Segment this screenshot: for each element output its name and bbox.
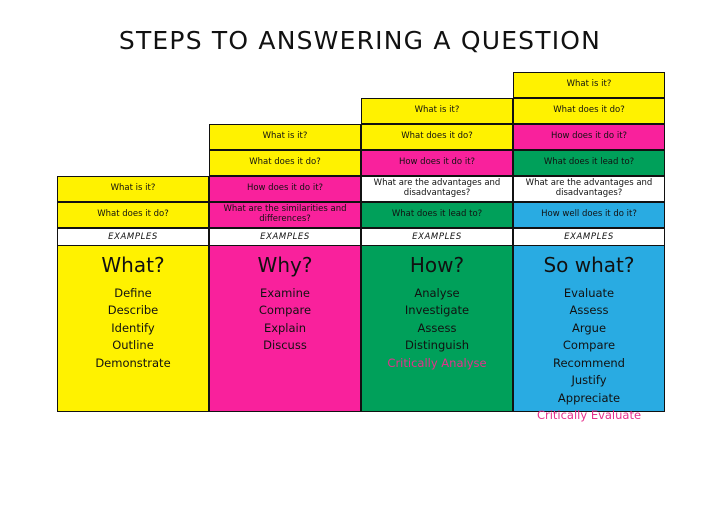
verb-item: Evaluate — [563, 286, 615, 300]
column-why — [209, 124, 361, 412]
step-cell: What does it lead to? — [361, 202, 513, 228]
examples-label: EXAMPLES — [361, 228, 513, 246]
verb-item: Explain — [263, 320, 307, 335]
examples-label: EXAMPLES — [513, 228, 665, 246]
step-cell: How does it do it? — [513, 124, 665, 150]
verb-item: Discuss — [263, 338, 307, 353]
verb-item: Identify — [111, 320, 155, 335]
verb-item: Compare — [562, 338, 616, 353]
column-so-what — [513, 72, 665, 423]
column-heading: What? — [101, 253, 165, 277]
step-cell: What does it do? — [361, 124, 513, 150]
step-cell: How well does it do it? — [513, 202, 665, 228]
verb-item: Examine — [260, 286, 310, 300]
verb-item: Define — [114, 286, 152, 300]
step-cell: What is it? — [513, 72, 665, 98]
verb-item: Demonstrate — [95, 355, 171, 370]
step-cell: What does it lead to? — [513, 150, 665, 176]
step-cell: What are the advantages and disadvantages? — [361, 176, 513, 202]
step-cell: What does it do? — [513, 98, 665, 124]
column-body — [209, 246, 361, 412]
step-cell: How does it do it? — [361, 150, 513, 176]
verb-item: Justify — [571, 373, 607, 388]
column-heading: So what? — [543, 253, 635, 277]
step-cell: How does it do it? — [209, 176, 361, 202]
column-what — [57, 176, 209, 412]
verb-item: Compare — [258, 303, 312, 318]
verb-item: Assess — [569, 303, 609, 318]
step-cell: What are the similarities and differences? — [209, 202, 361, 228]
step-cell: What is it? — [361, 98, 513, 124]
column-body — [513, 246, 665, 423]
verb-item: Describe — [107, 303, 159, 318]
verb-item: Critically Analyse — [387, 355, 487, 370]
column-heading: Why? — [257, 253, 313, 277]
verb-item: Outline — [112, 338, 154, 353]
verb-item: Distinguish — [404, 338, 470, 353]
verb-item: Recommend — [553, 355, 625, 370]
verb-item: Investigate — [404, 303, 470, 318]
step-cell: What is it? — [57, 176, 209, 202]
step-cell: What is it? — [209, 124, 361, 150]
examples-label: EXAMPLES — [209, 228, 361, 246]
page-title: STEPS TO ANSWERING A QUESTION — [118, 26, 602, 55]
verb-item: Critically Evaluate — [536, 408, 642, 423]
verb-item: Assess — [417, 320, 457, 335]
verb-item: Analyse — [414, 286, 460, 300]
column-heading: How? — [409, 253, 465, 277]
column-how — [361, 98, 513, 412]
verb-item: Argue — [571, 320, 607, 335]
verb-item: Appreciate — [557, 390, 621, 405]
step-cell: What does it do? — [209, 150, 361, 176]
column-body — [361, 246, 513, 412]
examples-label: EXAMPLES — [57, 228, 209, 246]
column-body — [57, 246, 209, 412]
step-cell: What are the advantages and disadvantages? — [513, 176, 665, 202]
step-cell: What does it do? — [57, 202, 209, 228]
